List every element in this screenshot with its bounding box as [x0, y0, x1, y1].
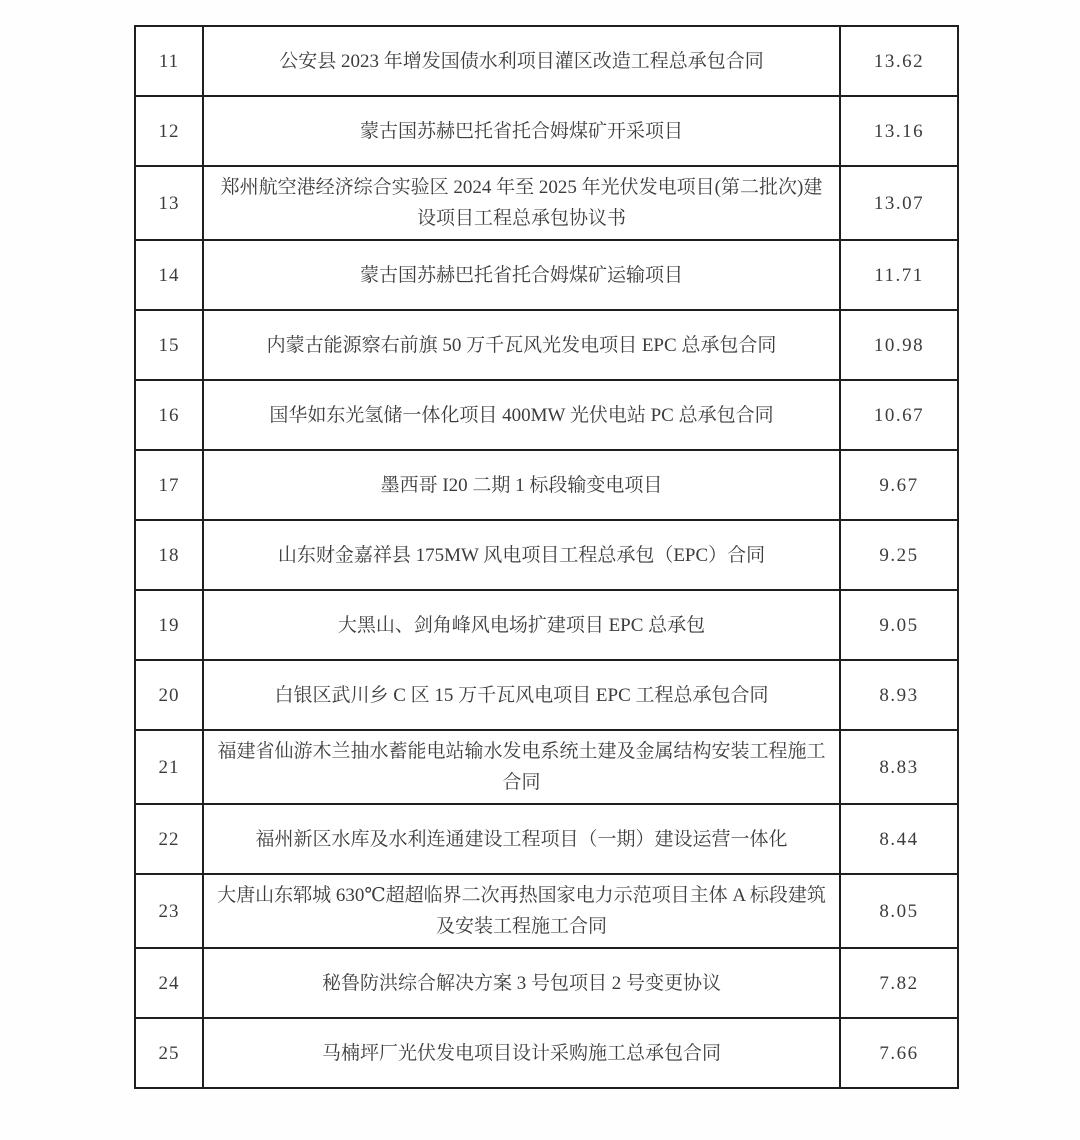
- value-cell: [840, 874, 958, 948]
- project-name: 公安县 2023 年增发国债水利项目灌区改造工程总承包合同: [279, 50, 764, 72]
- table-row: [135, 310, 958, 380]
- value-cell: [840, 380, 958, 450]
- table-row: [135, 590, 958, 660]
- table-row: [135, 660, 958, 730]
- contract-value: 7.82: [879, 972, 919, 994]
- table-row: [135, 874, 958, 948]
- row-number: 16: [158, 404, 180, 426]
- project-name: 福建省仙游木兰抽水蓄能电站输水发电系统土建及金属结构安装工程施工合同: [217, 741, 826, 793]
- contract-value: 13.16: [873, 120, 925, 142]
- project-cell: [203, 310, 840, 380]
- value-cell: [840, 96, 958, 166]
- row-number: 24: [158, 972, 180, 994]
- row-number-cell: [135, 96, 203, 166]
- contract-value: 10.98: [873, 334, 925, 356]
- row-number-cell: [135, 166, 203, 240]
- row-number: 15: [158, 334, 180, 356]
- contract-value: 8.44: [879, 828, 919, 850]
- contract-value: 11.71: [874, 264, 924, 286]
- project-name: 大黑山、剑角峰风电场扩建项目 EPC 总承包: [337, 614, 706, 636]
- table-row: [135, 730, 958, 804]
- row-number: 21: [158, 756, 180, 778]
- project-cell: [203, 874, 840, 948]
- project-name: 白银区武川乡 C 区 15 万千瓦风电项目 EPC 工程总承包合同: [274, 684, 769, 706]
- project-name: 国华如东光氢储一体化项目 400MW 光伏电站 PC 总承包合同: [269, 404, 774, 426]
- row-number: 22: [158, 828, 180, 850]
- row-number-cell: [135, 730, 203, 804]
- project-cell: [203, 804, 840, 874]
- row-number-cell: [135, 874, 203, 948]
- table-row: [135, 240, 958, 310]
- row-number: 14: [158, 264, 180, 286]
- project-cell: [203, 166, 840, 240]
- value-cell: [840, 26, 958, 96]
- project-cell: [203, 660, 840, 730]
- contract-value: 9.67: [879, 474, 919, 496]
- table-row: [135, 96, 958, 166]
- value-cell: [840, 240, 958, 310]
- contract-value: 13.62: [873, 50, 925, 72]
- table-row: [135, 166, 958, 240]
- project-name: 秘鲁防洪综合解决方案 3 号包项目 2 号变更协议: [321, 972, 721, 994]
- value-cell: [840, 948, 958, 1018]
- project-cell: [203, 26, 840, 96]
- project-cell: [203, 730, 840, 804]
- row-number-cell: [135, 804, 203, 874]
- row-number: 23: [158, 900, 180, 922]
- project-cell: [203, 520, 840, 590]
- value-cell: [840, 590, 958, 660]
- value-cell: [840, 1018, 958, 1088]
- table-body: [135, 26, 958, 1088]
- project-name: 蒙古国苏赫巴托省托合姆煤矿运输项目: [359, 264, 683, 286]
- project-name: 墨西哥 I20 二期 1 标段输变电项目: [380, 474, 663, 496]
- contract-value: 9.05: [879, 614, 919, 636]
- contract-value: 13.07: [873, 192, 925, 214]
- project-cell: [203, 380, 840, 450]
- table-row: [135, 450, 958, 520]
- project-name: 蒙古国苏赫巴托省托合姆煤矿开采项目: [359, 120, 683, 142]
- contract-value: 8.93: [879, 684, 919, 706]
- row-number: 12: [158, 120, 180, 142]
- contracts-table: [134, 25, 959, 1089]
- row-number-cell: [135, 948, 203, 1018]
- row-number-cell: [135, 660, 203, 730]
- row-number-cell: [135, 380, 203, 450]
- value-cell: [840, 660, 958, 730]
- table-row: [135, 520, 958, 590]
- project-cell: [203, 948, 840, 1018]
- project-name: 内蒙古能源察右前旗 50 万千瓦风光发电项目 EPC 总承包合同: [266, 334, 777, 356]
- project-name: 福州新区水库及水利连通建设工程项目（一期）建设运营一体化: [255, 828, 788, 850]
- value-cell: [840, 520, 958, 590]
- contract-value: 10.67: [873, 404, 925, 426]
- row-number-cell: [135, 590, 203, 660]
- project-cell: [203, 590, 840, 660]
- row-number-cell: [135, 1018, 203, 1088]
- project-name: 郑州航空港经济综合实验区 2024 年至 2025 年光伏发电项目(第二批次)建设项目工程总承包协议书: [220, 177, 823, 229]
- row-number: 25: [158, 1042, 180, 1064]
- project-name: 大唐山东郓城 630℃超超临界二次再热国家电力示范项目主体 A 标段建筑及安装工程施工合同: [217, 885, 826, 937]
- table-row: [135, 26, 958, 96]
- value-cell: [840, 310, 958, 380]
- project-cell: [203, 1018, 840, 1088]
- row-number-cell: [135, 450, 203, 520]
- row-number: 13: [158, 192, 180, 214]
- project-name: 马楠坪厂光伏发电项目设计采购施工总承包合同: [321, 1042, 721, 1064]
- row-number: 20: [158, 684, 180, 706]
- project-cell: [203, 450, 840, 520]
- row-number: 18: [158, 544, 180, 566]
- project-cell: [203, 96, 840, 166]
- row-number-cell: [135, 310, 203, 380]
- row-number-cell: [135, 26, 203, 96]
- contract-value: 9.25: [879, 544, 919, 566]
- contract-value: 8.05: [879, 900, 919, 922]
- value-cell: [840, 730, 958, 804]
- table-row: [135, 1018, 958, 1088]
- table-row: [135, 380, 958, 450]
- value-cell: [840, 804, 958, 874]
- value-cell: [840, 166, 958, 240]
- contract-value: 7.66: [879, 1042, 919, 1064]
- contract-value: 8.83: [879, 756, 919, 778]
- row-number: 11: [158, 50, 180, 72]
- row-number: 17: [158, 474, 180, 496]
- value-cell: [840, 450, 958, 520]
- row-number-cell: [135, 240, 203, 310]
- project-cell: [203, 240, 840, 310]
- table-row: [135, 948, 958, 1018]
- table-row: [135, 804, 958, 874]
- row-number-cell: [135, 520, 203, 590]
- row-number: 19: [158, 614, 180, 636]
- project-name: 山东财金嘉祥县 175MW 风电项目工程总承包（EPC）合同: [277, 544, 766, 566]
